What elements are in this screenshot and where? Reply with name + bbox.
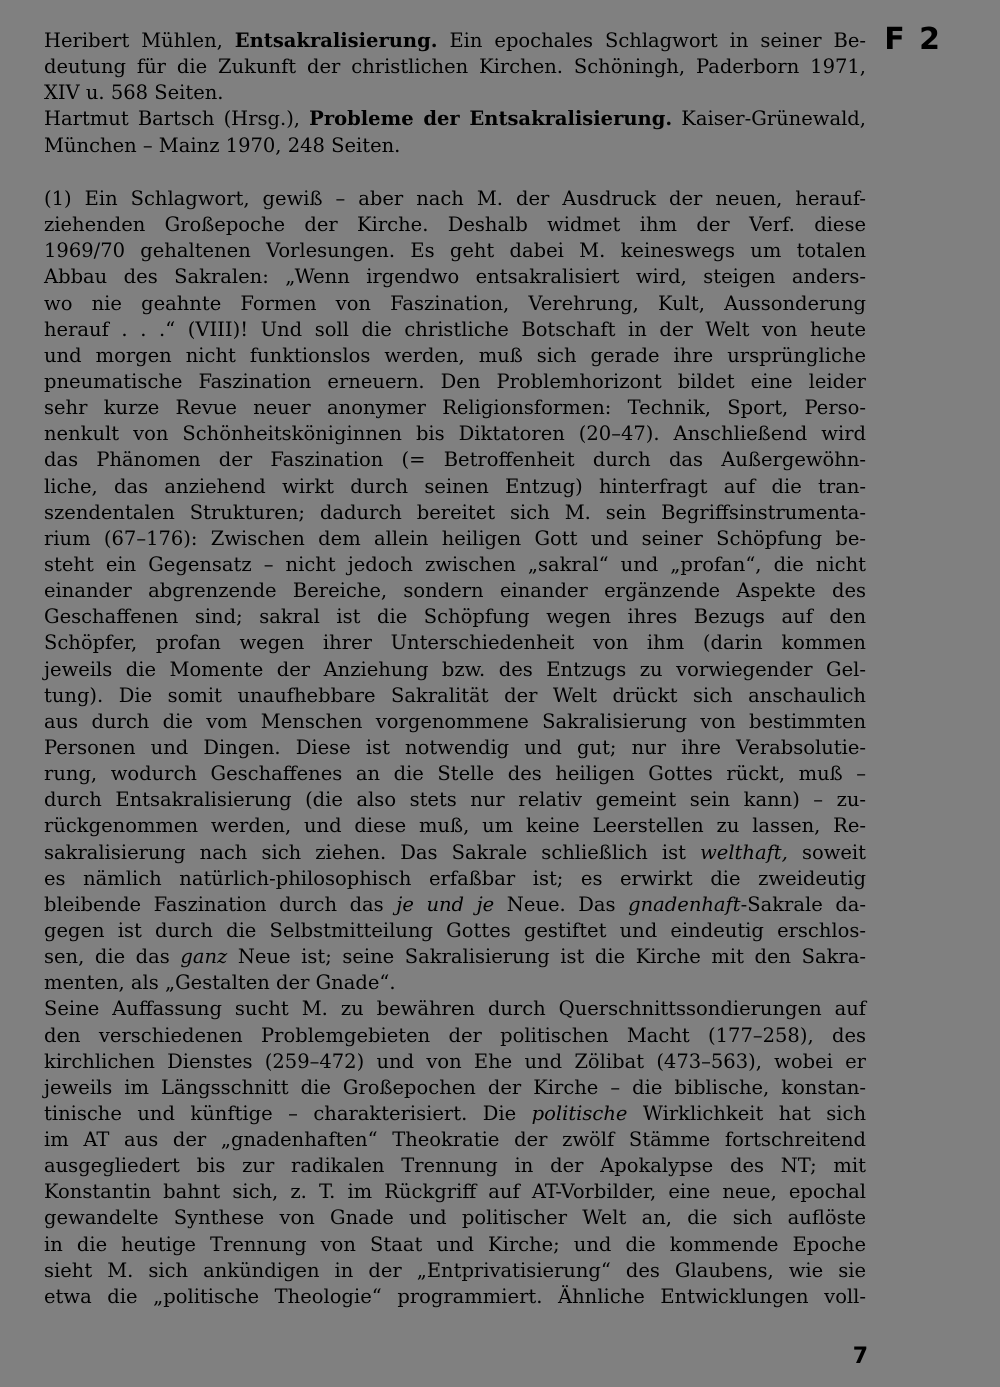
text-run: das Phänomen der Faszination (= Betroffenheit durch das Außergewöhn- [44,448,866,472]
body-line [44,1232,866,1258]
text-run: Seine Auffassung sucht M. zu bewähren durch Querschnittssondierungen auf [44,997,866,1021]
text-run: Ein epochales Schlagwort in seiner Be- [437,29,866,52]
review-body-text [44,186,866,1310]
text-run: Wirklichkeit hat sich [627,1101,867,1125]
text-run: bleibende Faszination durch das [44,892,397,916]
text-run: Kaiser-Grünewald, [672,107,866,131]
text-run: sehr kurze Revue neuer anonymer Religionsformen: Technik, Sport, Perso- [44,396,866,420]
body-line [44,212,866,238]
text-run: XIV u. 568 Seiten. [44,81,224,105]
text-run: durch Entsakralisierung (die also stets nur relativ gemeint sein kann) – zu- [44,788,866,812]
reference-line [44,28,866,54]
text-run: kirchlichen Dienstes (259–472) und von Ehe und Zölibat (473–563), wobei er [44,1049,866,1073]
emphasis-text: politische [531,1101,628,1125]
text-run: 1969/70 gehaltenen Vorlesungen. Es geht dabei M. keineswegs um totalen [44,239,866,263]
body-line [44,238,866,264]
text-run: wo nie geahnte Formen von Faszination, Verehrung, Kult, Aussonderung [44,291,866,315]
body-line [44,186,866,212]
text-run: Heribert Mühlen, [44,29,235,52]
text-run: gewandelte Synthese von Gnade und politischer Welt an, die sich auflöste [44,1206,866,1230]
body-line [44,578,866,604]
body-line [44,395,866,421]
text-run: ziehenden Großepoche der Kirche. Deshalb widmet ihm der Verf. diese [44,213,866,237]
text-run: rückgenommen werden, und diese muß, um keine Leerstellen zu lassen, Re- [44,814,866,838]
body-line [44,343,866,369]
body-line [44,944,866,970]
book-title: Probleme der Entsakralisierung. [309,107,673,131]
reference-line [44,106,866,132]
section-code: F 2 [884,22,942,57]
body-line [44,500,866,526]
book-title: Entsakralisierung. [234,29,438,52]
text-run: szendentalen Strukturen; dadurch bereitet sich M. sein Begriffsinstrumenta- [44,500,866,524]
reference-line [44,80,866,106]
text-run: menten, als „Gestalten der Gnade“. [44,971,396,995]
text-run: es nämlich natürlich-philosophisch erfaßbar ist; es erwirkt die zweideutig [44,866,866,890]
emphasis-text: gnadenhaft [628,892,741,916]
body-line [44,1153,866,1179]
page-number: 7 [852,1344,868,1369]
body-line [44,630,866,656]
body-line [44,761,866,787]
text-run: rung, wodurch Geschaffenes an die Stelle des heiligen Gottes rückt, muß – [44,762,866,786]
body-line [44,1023,866,1049]
text-run: einander abgrenzende Bereiche, sondern einander ergänzende Aspekte des [44,579,866,603]
text-run: in die heutige Trennung von Staat und Kirche; und die kommende Epoche [44,1232,866,1256]
text-run: Personen und Dingen. Diese ist notwendig und gut; nur ihre Verabsolutie- [44,735,866,759]
text-run: sen, die das [44,945,181,969]
body-line [44,1258,866,1284]
text-run: liche, das anziehend wirkt durch seinen Entzug) hinterfragt auf die tran- [44,474,866,498]
body-line [44,552,866,578]
body-line [44,317,866,343]
text-run: nenkult von Schönheitsköniginnen bis Diktatoren (20–47). Anschließend wird [44,422,866,446]
text-run: aus durch die vom Menschen vorgenommene Sakralisierung von bestimmten [44,709,866,733]
text-run: ausgegliedert bis zur radikalen Trennung in der Apokalypse des NT; mit [44,1154,866,1178]
text-run: Schöpfer, profan wegen ihrer Unterschiedenheit von ihm (darin kommen [44,631,866,655]
text-run: Geschaffenen sind; sakral ist die Schöpfung wegen ihres Bezugs auf den [44,605,866,629]
text-run: Neue. Das [494,892,629,916]
text-run: Abbau des Sakralen: „Wenn irgendwo entsakralisiert wird, steigen anders- [44,265,866,289]
text-run: und morgen nicht funktionslos werden, muß sich gerade ihre ursprüngliche [44,343,866,367]
text-run: deutung für die Zukunft der christlichen Kirchen. Schöningh, Paderborn 1971, [44,55,866,79]
reference-line [44,54,866,80]
bibliographic-references [44,28,866,159]
body-line [44,447,866,473]
text-run: den verschiedenen Problemgebieten der politischen Macht (177–258), des [44,1023,866,1047]
body-line [44,1179,866,1205]
body-line [44,709,866,735]
text-run: tung). Die somit unaufhebbare Sakralität der Welt drückt sich anschaulich [44,683,866,707]
text-run: im AT aus der „gnadenhaften“ Theokratie der zwölf Stämme fortschreitend [44,1128,866,1152]
emphasis-text: welthaft, [700,840,788,864]
emphasis-text: je und je [396,892,495,916]
body-line [44,264,866,290]
body-line [44,1049,866,1075]
body-line [44,918,866,944]
body-line [44,840,866,866]
text-run: jeweils im Längsschnitt die Großepochen der Kirche – die biblische, konstan- [44,1075,866,1099]
text-run: rium (67–176): Zwischen dem allein heiligen Gott und seiner Schöpfung be- [44,526,866,550]
body-line [44,1075,866,1101]
body-line [44,683,866,709]
body-line [44,474,866,500]
body-line [44,1284,866,1310]
body-line [44,735,866,761]
text-run: Neue ist; seine Sakralisierung ist die Kirche mit den Sakra- [227,945,866,969]
text-run: etwa die „politische Theologie“ programmiert. Ähnliche Entwicklungen voll- [44,1284,866,1308]
text-run: sakralisierung nach sich ziehen. Das Sakrale schließlich ist [44,840,701,864]
text-run: steht ein Gegensatz – nicht jedoch zwischen „sakral“ und „profan“, die nicht [44,552,866,576]
text-run: jeweils die Momente der Anziehung bzw. des Entzugs zu vorwiegender Gel- [44,657,866,681]
body-line [44,369,866,395]
text-run: gegen ist durch die Selbstmitteilung Gottes gestiftet und eindeutig erschlos- [44,918,866,942]
body-line [44,421,866,447]
body-line [44,787,866,813]
body-line [44,526,866,552]
body-line [44,291,866,317]
emphasis-text: ganz [180,945,228,969]
body-line [44,657,866,683]
text-run: Konstantin bahnt sich, z. T. im Rückgriff auf AT-Vorbilder, eine neue, epochal [44,1180,866,1204]
body-line [44,813,866,839]
text-run: soweit [787,840,867,864]
body-line [44,1205,866,1231]
text-run: tinische und künftige – charakterisiert. Die [44,1101,532,1125]
text-run: München – Mainz 1970, 248 Seiten. [44,133,401,157]
text-run: (1) Ein Schlagwort, gewiß – aber nach M. der Ausdruck der neuen, herauf- [44,187,866,210]
text-run: -Sakrale da- [740,892,867,916]
text-run: Hartmut Bartsch (Hrsg.), [44,107,310,131]
reference-line [44,133,866,159]
body-line [44,604,866,630]
text-run: sieht M. sich ankündigen in der „Entprivatisierung“ des Glaubens, wie sie [44,1258,866,1282]
body-line [44,970,866,996]
text-run: pneumatische Faszination erneuern. Den Problemhorizont bildet eine leider [44,369,866,393]
body-line [44,866,866,892]
text-run: herauf . . .“ (VIII)! Und soll die christliche Botschaft in der Welt von heute [44,317,866,341]
body-line [44,1101,866,1127]
body-line [44,1127,866,1153]
body-line [44,996,866,1022]
body-line [44,892,866,918]
